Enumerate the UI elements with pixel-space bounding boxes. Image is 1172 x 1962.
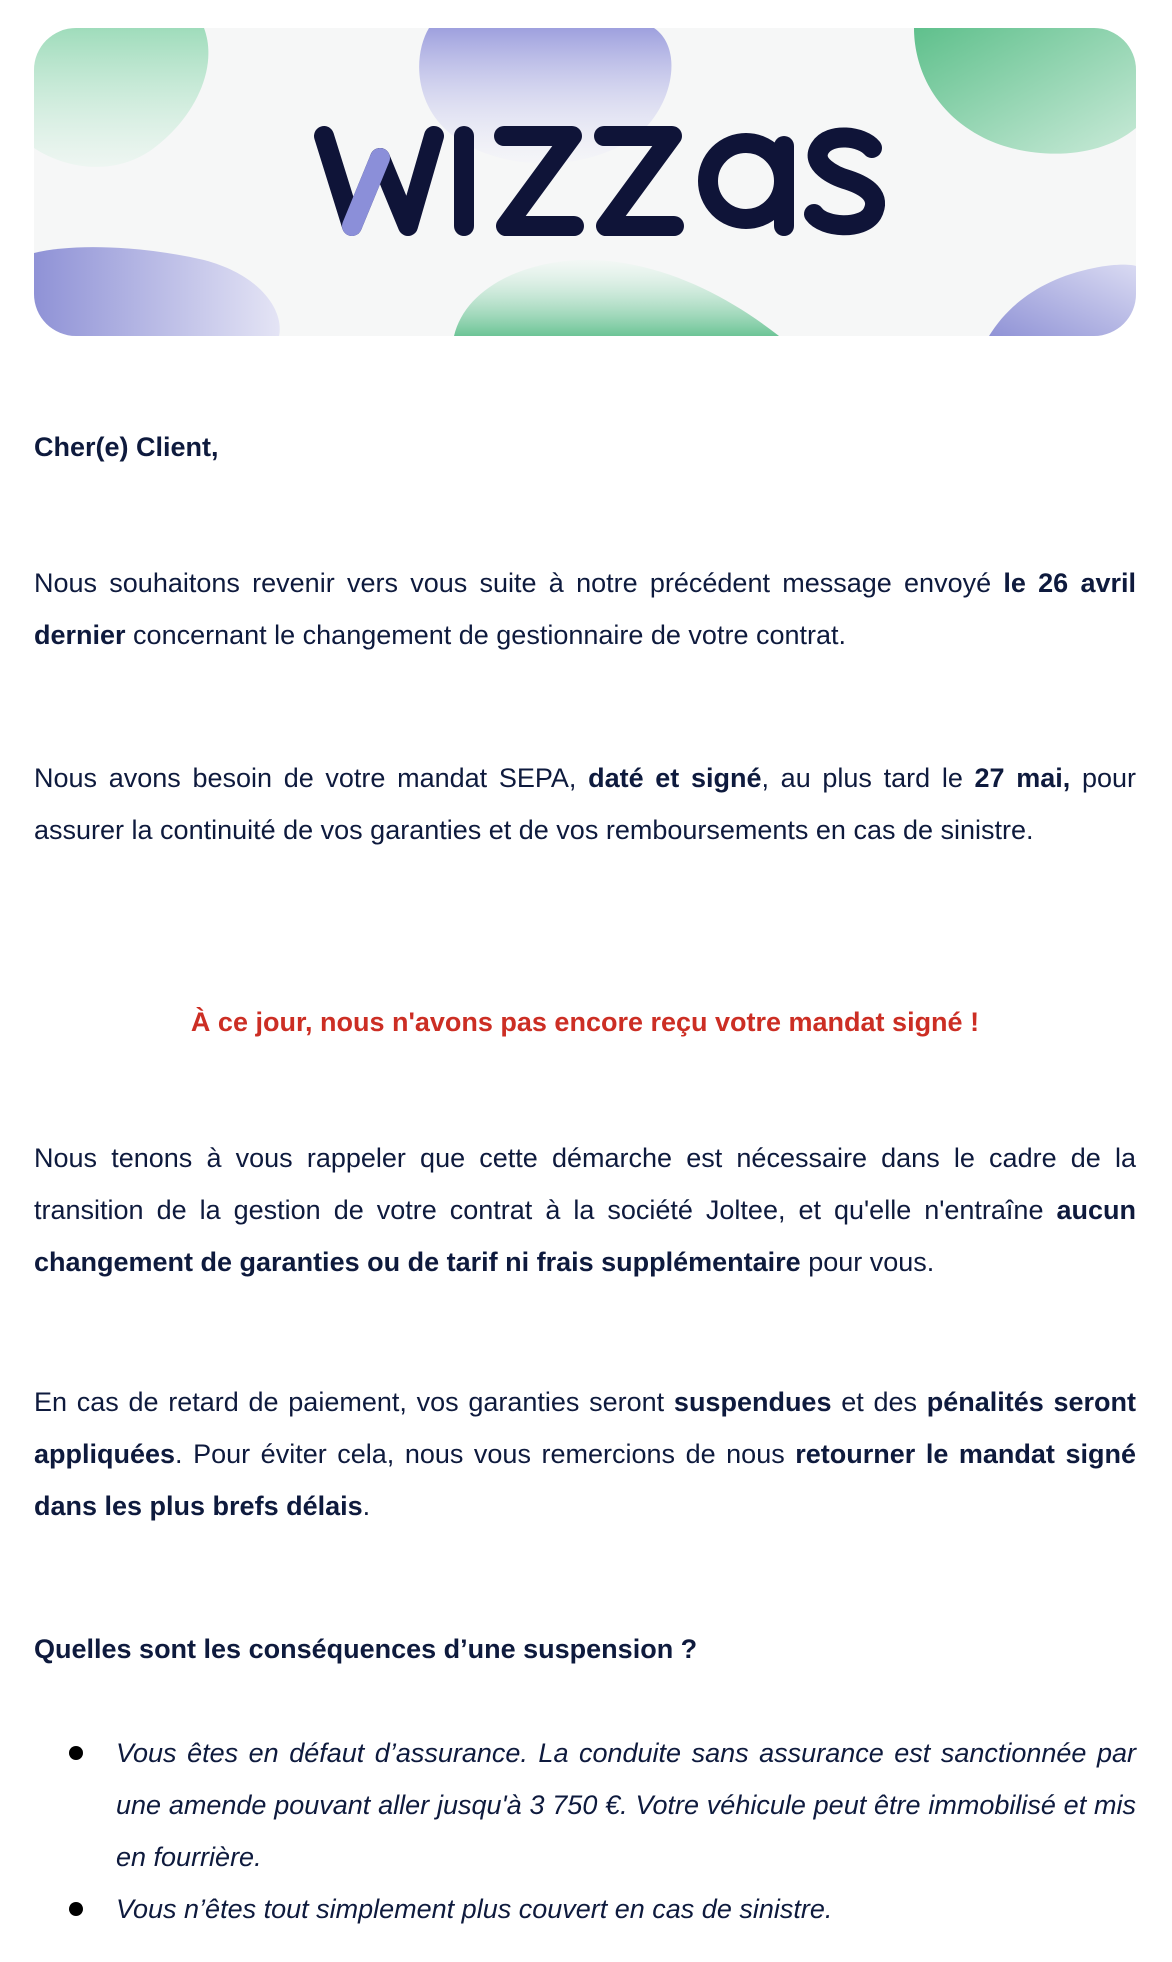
bullet-icon: [69, 1902, 83, 1916]
banner-graphic: [34, 28, 1136, 336]
alert-mandate-not-received: À ce jour, nous n'avons pas encore reçu votre mandat signé !: [190, 1007, 980, 1037]
consequences-list: [34, 1727, 1136, 1935]
paragraph-late-payment: En cas de retard de paiement, vos garanties seront suspendues et des pénalités seront appliquées. Pour éviter cela, nous vous remercions de nous retourner le mandat signé dans les plus brefs délais.: [34, 1387, 1137, 1521]
greeting: Cher(e) Client,: [34, 432, 219, 462]
paragraph-sepa-mandate: Nous avons besoin de votre mandat SEPA, daté et signé, au plus tard le 27 mai, pour assurer la continuité de vos garanties et de vos remboursements en cas de sinistre.: [34, 763, 1137, 845]
suspension-question: Quelles sont les conséquences d’une suspension ?: [34, 1634, 698, 1664]
bullet-icon: [69, 1746, 83, 1760]
list-item: Vous êtes en défaut d’assurance. La conduite sans assurance est sanctionnée par une amende pouvant aller jusqu'à 3 750 €. Votre véhicule peut être immobilisé et mis en fourrière.: [34, 1727, 1136, 1883]
paragraph-previous-message: Nous souhaitons revenir vers vous suite à notre précédent message envoyé le 26 avril dernier concernant le changement de gestionnaire de votre contrat.: [34, 568, 1136, 650]
paragraph-transition-joltee: Nous tenons à vous rappeler que cette démarche est nécessaire dans le cadre de la transition de la gestion de votre contrat à la société Joltee, et qu'elle n'entraîne aucun changement de garanties ou de tarif ni frais supplémentaire pour vous.: [34, 1143, 1136, 1277]
header-banner: [34, 28, 1136, 336]
list-item: Vous n’êtes tout simplement plus couvert en cas de sinistre.: [34, 1883, 1136, 1935]
